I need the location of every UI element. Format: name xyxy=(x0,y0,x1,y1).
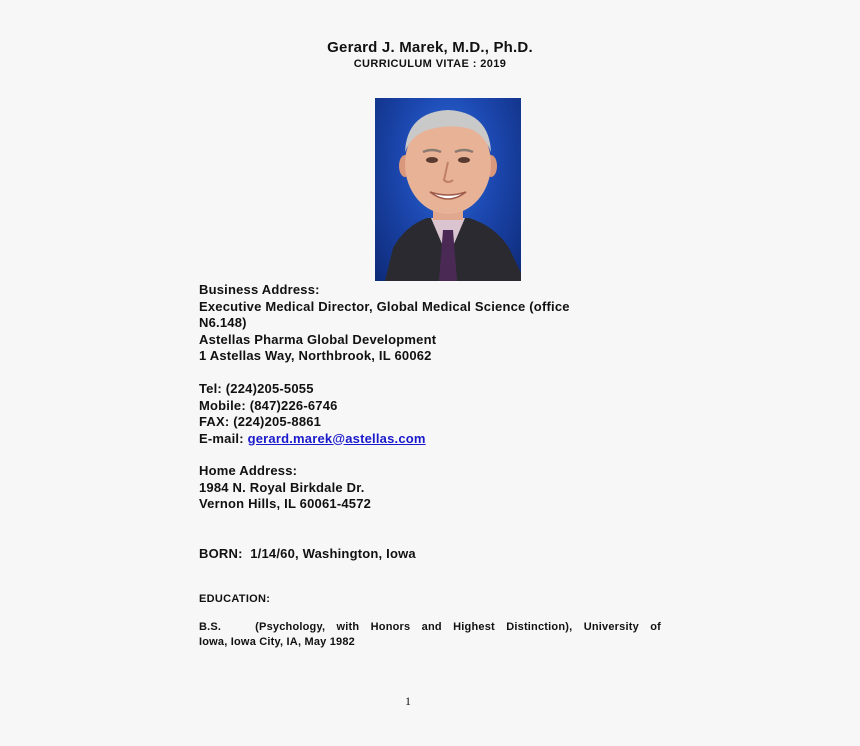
business-address-line: 1 Astellas Way, Northbrook, IL 60062 xyxy=(199,348,432,363)
business-address-line: N6.148) xyxy=(199,315,247,330)
birth-info xyxy=(199,546,669,563)
email-row xyxy=(199,431,669,448)
business-address-heading: Business Address: xyxy=(199,282,320,297)
business-address-line: Astellas Pharma Global Development xyxy=(199,331,437,347)
education-line: Iowa, Iowa City, IA, May 1982 xyxy=(199,636,355,648)
mobile: Mobile: (847)226-6746 xyxy=(199,397,338,413)
home-address-heading: Home Address: xyxy=(199,463,298,478)
business-address xyxy=(199,282,669,365)
document-title: Gerard J. Marek, M.D., Ph.D. xyxy=(327,39,533,56)
email-link[interactable]: gerard.marek@astellas.com xyxy=(247,430,426,446)
portrait-illustration xyxy=(375,98,521,281)
home-address-line: Vernon Hills, IL 60061-4572 xyxy=(199,496,372,511)
home-address-line: 1984 N. Royal Birkdale Dr. xyxy=(199,479,365,495)
born-line: BORN: 1/14/60, Washington, Iowa xyxy=(199,546,416,561)
document-subtitle: CURRICULUM VITAE : 2019 xyxy=(353,58,507,70)
education-entry xyxy=(199,620,661,650)
email-label: E-mail: xyxy=(199,430,244,446)
home-address xyxy=(199,463,669,513)
telephone: Tel: (224)205-5055 xyxy=(199,381,314,396)
education-heading: EDUCATION: xyxy=(199,593,271,605)
contact-info xyxy=(199,381,669,447)
page-number: 1 xyxy=(405,694,411,708)
education-line: B.S. (Psychology, with Honors and Highest Distinction), University of xyxy=(199,621,661,633)
business-address-line: Executive Medical Director, Global Medical Science (office xyxy=(199,298,570,314)
fax: FAX: (224)205-8861 xyxy=(199,414,322,429)
portrait-photo xyxy=(375,98,521,281)
